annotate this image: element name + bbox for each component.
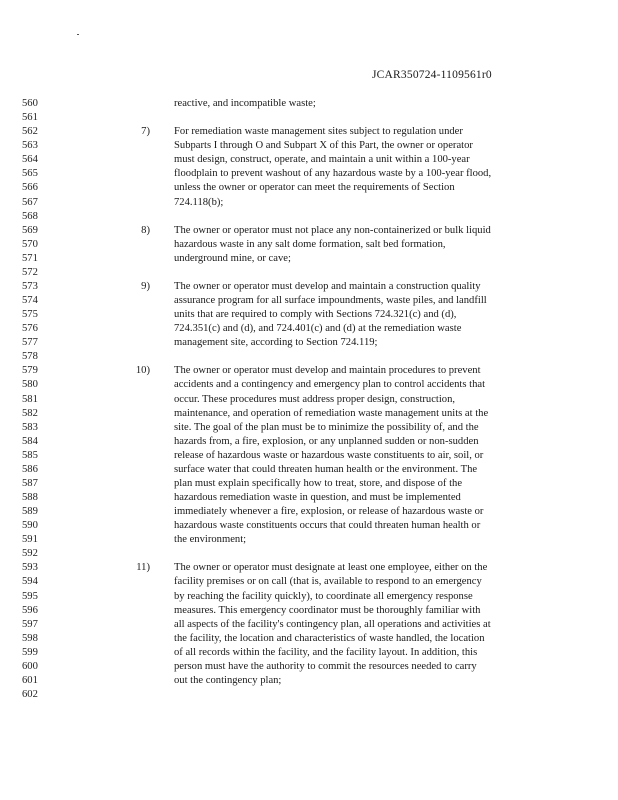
line-text: assurance program for all surface impoundments, waste piles, and landfill bbox=[174, 295, 487, 306]
line-text: plan must explain specifically how to treat, store, and dispose of the bbox=[174, 477, 463, 489]
line-text: all aspects of the facility's contingency plan, all operations and activities at bbox=[174, 618, 491, 630]
line-text: the environment; bbox=[174, 534, 247, 546]
line-number: 592 bbox=[22, 548, 38, 560]
line-text: The owner or operator must designate at least one employee, either on the bbox=[174, 562, 488, 574]
line-number: 574 bbox=[22, 295, 38, 306]
line-text: 724.118(b); bbox=[174, 196, 224, 208]
line-number: 565 bbox=[22, 168, 38, 180]
line-text: by reaching the facility quickly), to coordinate all emergency response bbox=[174, 590, 473, 602]
line-text: reactive, and incompatible waste; bbox=[174, 98, 316, 109]
line-text: underground mine, or cave; bbox=[174, 252, 291, 264]
line-text: out the contingency plan; bbox=[174, 674, 282, 686]
line-number: 589 bbox=[22, 506, 38, 517]
line-number: 586 bbox=[22, 463, 38, 475]
line-number: 594 bbox=[22, 576, 38, 588]
line-number: 575 bbox=[22, 309, 38, 321]
line-number: 584 bbox=[22, 435, 38, 447]
line-number: 560 bbox=[22, 98, 38, 109]
line-number: 569 bbox=[22, 224, 38, 236]
line-number: 596 bbox=[22, 604, 38, 616]
line-text: unless the owner or operator can meet the requirements of Section bbox=[174, 182, 455, 194]
line-number: 566 bbox=[22, 182, 38, 194]
line-number: 573 bbox=[22, 280, 38, 292]
line-number: 595 bbox=[22, 590, 38, 602]
line-number: 568 bbox=[22, 210, 38, 222]
line-text: The owner or operator must not place any non-containerized or bulk liquid bbox=[174, 224, 491, 236]
line-text: floodplain to prevent washout of any hazardous waste by a 100-year flood, bbox=[174, 168, 492, 180]
line-number: 579 bbox=[22, 365, 38, 377]
scan-speck bbox=[77, 34, 79, 35]
line-text: person must have the authority to commit the resources needed to carry bbox=[174, 660, 477, 672]
line-number: 564 bbox=[22, 154, 38, 166]
line-number: 578 bbox=[22, 351, 38, 363]
item-marker: 7) bbox=[141, 126, 150, 138]
line-number: 590 bbox=[22, 520, 38, 532]
line-text: hazardous waste in any salt dome formation, salt bed formation, bbox=[174, 238, 446, 250]
line-number: 597 bbox=[22, 618, 38, 630]
line-text: occur. These procedures must address proper design, construction, bbox=[174, 393, 456, 405]
line-text: immediately whenever a fire, explosion, or release of hazardous waste or bbox=[174, 506, 484, 517]
line-text: site. The goal of the plan must be to minimize the possibility of, and the bbox=[174, 421, 479, 433]
line-number: 581 bbox=[22, 393, 38, 405]
item-marker: 10) bbox=[135, 365, 150, 377]
line-number: 593 bbox=[22, 562, 38, 574]
line-text: hazardous remediation waste in question, and must be implemented bbox=[174, 492, 461, 503]
line-text: Subparts I through O and Subpart X of this Part, the owner or operator bbox=[174, 140, 473, 152]
line-number: 601 bbox=[22, 674, 38, 686]
line-number: 571 bbox=[22, 252, 38, 264]
line-number: 591 bbox=[22, 534, 38, 546]
line-text: of all records within the facility, and the facility layout. In addition, this bbox=[174, 646, 478, 658]
item-marker: 8) bbox=[141, 224, 150, 236]
line-number: 576 bbox=[22, 323, 38, 335]
line-text: The owner or operator must develop and maintain procedures to prevent bbox=[174, 365, 481, 377]
line-text: The owner or operator must develop and maintain a construction quality bbox=[174, 280, 481, 292]
line-text: surface water that could threaten human health or the environment. The bbox=[174, 463, 478, 475]
line-number: 588 bbox=[22, 492, 38, 503]
line-text: maintenance, and operation of remediation waste management units at the bbox=[174, 407, 489, 419]
line-text: units that are required to comply with Sections 724.321(c) and (d), bbox=[174, 309, 457, 321]
line-text: must design, construct, operate, and maintain a unit within a 100-year bbox=[174, 154, 470, 166]
line-text: measures. This emergency coordinator must be thoroughly familiar with bbox=[174, 604, 481, 616]
line-number: 587 bbox=[22, 477, 38, 489]
line-number: 577 bbox=[22, 337, 38, 349]
document-header: JCAR350724-1109561r0 bbox=[372, 69, 492, 81]
line-number: 562 bbox=[22, 126, 38, 138]
line-text: management site, according to Section 724.119; bbox=[174, 337, 378, 349]
line-number: 585 bbox=[22, 449, 38, 461]
line-number: 572 bbox=[22, 266, 38, 278]
line-text: For remediation waste management sites subject to regulation under bbox=[174, 126, 463, 138]
line-number: 567 bbox=[22, 196, 38, 208]
line-text: 724.351(c) and (d), and 724.401(c) and (d) at the remediation waste bbox=[174, 323, 462, 335]
item-marker: 9) bbox=[141, 280, 150, 292]
line-number: 582 bbox=[22, 407, 38, 419]
line-text: facility premises or on call (that is, available to respond to an emergency bbox=[174, 576, 482, 588]
line-text: accidents and a contingency and emergency plan to control accidents that bbox=[174, 379, 486, 391]
line-number: 580 bbox=[22, 379, 38, 391]
line-number: 600 bbox=[22, 660, 38, 672]
line-number: 570 bbox=[22, 238, 38, 250]
line-text: release of hazardous waste or hazardous waste constituents to air, soil, or bbox=[174, 449, 484, 461]
line-text: the facility, the location and characteristics of waste handled, the location bbox=[174, 632, 485, 644]
line-number: 602 bbox=[22, 688, 38, 700]
line-text: hazards from, a fire, explosion, or any unplanned sudden or non-sudden bbox=[174, 435, 479, 447]
line-number: 598 bbox=[22, 632, 38, 644]
line-number: 583 bbox=[22, 421, 38, 433]
line-number: 599 bbox=[22, 646, 38, 658]
line-text: hazardous waste constituents occurs that could threaten human health or bbox=[174, 520, 481, 532]
item-marker: 11) bbox=[136, 562, 150, 574]
line-number: 563 bbox=[22, 140, 38, 152]
line-number: 561 bbox=[22, 112, 38, 124]
